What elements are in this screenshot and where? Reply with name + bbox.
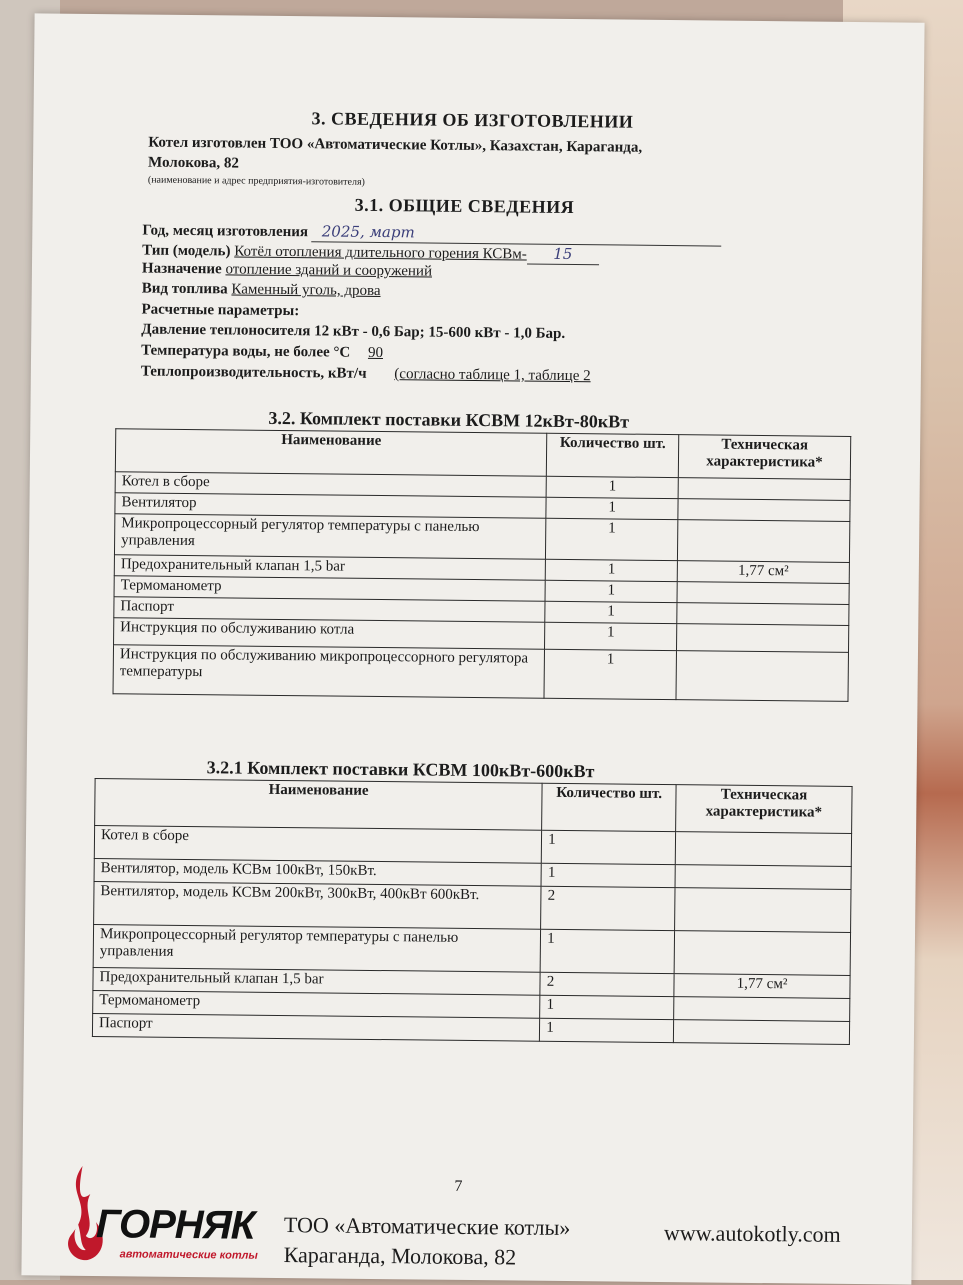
cell-qty: 1 [546, 476, 678, 498]
date-label: Год, месяц изготовления [142, 222, 309, 241]
power-value: (согласно таблице 1, таблице 2 [394, 366, 591, 385]
table-header-row [95, 779, 852, 834]
cell-spec [674, 997, 850, 1022]
header-name: Наименование [95, 779, 543, 831]
fuel-row [142, 281, 381, 301]
header-name: Наименование [115, 429, 547, 477]
cell-qty: 1 [545, 580, 677, 602]
cell-spec: 1,77 см² [677, 561, 849, 584]
cell-qty: 1 [545, 622, 677, 650]
cell-spec [675, 888, 851, 933]
cell-name: Предохранительный клапан 1,5 bar [114, 555, 545, 581]
cell-name: Вентилятор [115, 493, 546, 519]
table-2-title: 3.2.1 Комплект поставки КСВМ 100кВт-600кВт [206, 757, 595, 782]
kit-table-1 [113, 428, 852, 702]
cell-spec [675, 832, 851, 867]
purpose-label: Назначение [141, 260, 222, 278]
cell-qty: 1 [540, 995, 674, 1019]
type-value: Котёл отопления длительного горения КСВм- [234, 243, 527, 263]
date-handwriting: 2025, март [321, 222, 415, 242]
document-page [21, 13, 924, 1284]
cell-name: Вентилятор, модель КСВм 200кВт, 300кВт, 400кВт 600кВт. [94, 882, 542, 930]
footer-address: Караганда, Молокова, 82 [283, 1242, 517, 1270]
cell-name: Инструкция по обслуживанию микропроцессорного регулятора температуры [113, 645, 545, 699]
cell-name: Микропроцессорный регулятор температуры с панелью управления [114, 514, 546, 560]
cell-qty: 1 [545, 559, 677, 581]
fuel-value: Каменный уголь, дрова [231, 281, 381, 300]
cell-name: Термоманометр [93, 991, 540, 1019]
temp-row [141, 343, 383, 363]
cell-qty: 1 [540, 929, 674, 973]
maker-line-2: Молокова, 82 [147, 154, 240, 172]
cell-qty: 1 [541, 863, 675, 887]
logo-word: ГОРНЯК [95, 1202, 255, 1248]
cell-spec: 1,77 см² [674, 974, 850, 999]
pressure-line: Давление теплоносителя 12 кВт - 0,6 Бар; 15-600 кВт - 1,0 Бар. [141, 321, 566, 342]
purpose-value: отопление зданий и сооружений [225, 261, 433, 280]
fuel-label: Вид топлива [141, 280, 228, 298]
params-label: Расчетные параметры: [141, 301, 300, 320]
cell-spec [674, 931, 850, 976]
cell-name: Инструкция по обслуживанию котла [114, 618, 545, 650]
header-spec: Техническая характеристика* [678, 435, 850, 480]
cell-name: Котел в сборе [94, 826, 542, 864]
cell-name: Паспорт [114, 597, 545, 623]
cell-spec [677, 624, 849, 653]
type-label: Тип (модель) [142, 242, 231, 260]
kit-table-2 [92, 778, 853, 1045]
cell-name: Паспорт [92, 1014, 539, 1042]
cell-spec [673, 1020, 849, 1045]
cell-qty: 2 [540, 972, 674, 996]
cell-qty: 1 [540, 1018, 674, 1042]
header-qty: Количество шт. [542, 783, 676, 831]
cell-name: Термоманометр [114, 576, 545, 602]
cell-spec [677, 603, 849, 626]
cell-qty: 1 [546, 497, 678, 519]
page-number: 7 [454, 1177, 463, 1195]
header-spec: Техническая характеристика* [676, 785, 852, 834]
temp-label: Температура воды, не более °С [141, 342, 351, 361]
purpose-row [142, 261, 432, 281]
cell-spec [678, 499, 850, 522]
cell-spec [678, 520, 850, 563]
gornyak-logo [52, 1164, 273, 1266]
cell-qty: 2 [541, 886, 675, 930]
power-label: Теплопроизводительность, кВт/ч [140, 363, 367, 382]
cell-qty: 1 [541, 830, 675, 864]
temp-value: 90 [367, 344, 384, 362]
logo-subtitle: автоматические котлы [119, 1248, 258, 1262]
cell-name: Микропроцессорный регулятор температуры с панелью управления [93, 925, 541, 973]
footer-website[interactable]: www.autokotly.com [663, 1220, 841, 1247]
cell-name: Вентилятор, модель КСВм 100кВт, 150кВт. [94, 859, 541, 887]
table-row [113, 645, 848, 702]
cell-qty: 1 [546, 518, 678, 560]
section-3-title: 3. СВЕДЕНИЯ ОБ ИЗГОТОВЛЕНИИ [311, 108, 634, 132]
table-header-row [115, 429, 850, 480]
cell-spec [678, 478, 850, 501]
table-1-title: 3.2. Комплект поставки КСВМ 12кВт-80кВт [268, 407, 630, 432]
header-qty: Количество шт. [547, 433, 679, 477]
cell-spec [676, 651, 848, 702]
cell-name: Котел в сборе [115, 472, 546, 498]
cell-spec [675, 865, 851, 890]
footer-company: ТОО «Автоматические котлы» [283, 1212, 571, 1241]
section-31-title: 3.1. ОБЩИЕ СВЕДЕНИЯ [354, 194, 575, 218]
cell-qty: 1 [544, 649, 676, 699]
cell-name: Предохранительный клапан 1,5 bar [93, 968, 540, 996]
cell-spec [677, 582, 849, 605]
maker-caption: (наименование и адрес предприятия-изготовителя) [147, 174, 365, 188]
power-row [141, 364, 591, 386]
maker-line-1: Котел изготовлен ТОО «Автоматические Котлы», Казахстан, Караганда, [148, 134, 643, 156]
type-field [527, 245, 599, 266]
type-handwriting: 15 [553, 244, 573, 264]
cell-qty: 1 [545, 601, 677, 623]
